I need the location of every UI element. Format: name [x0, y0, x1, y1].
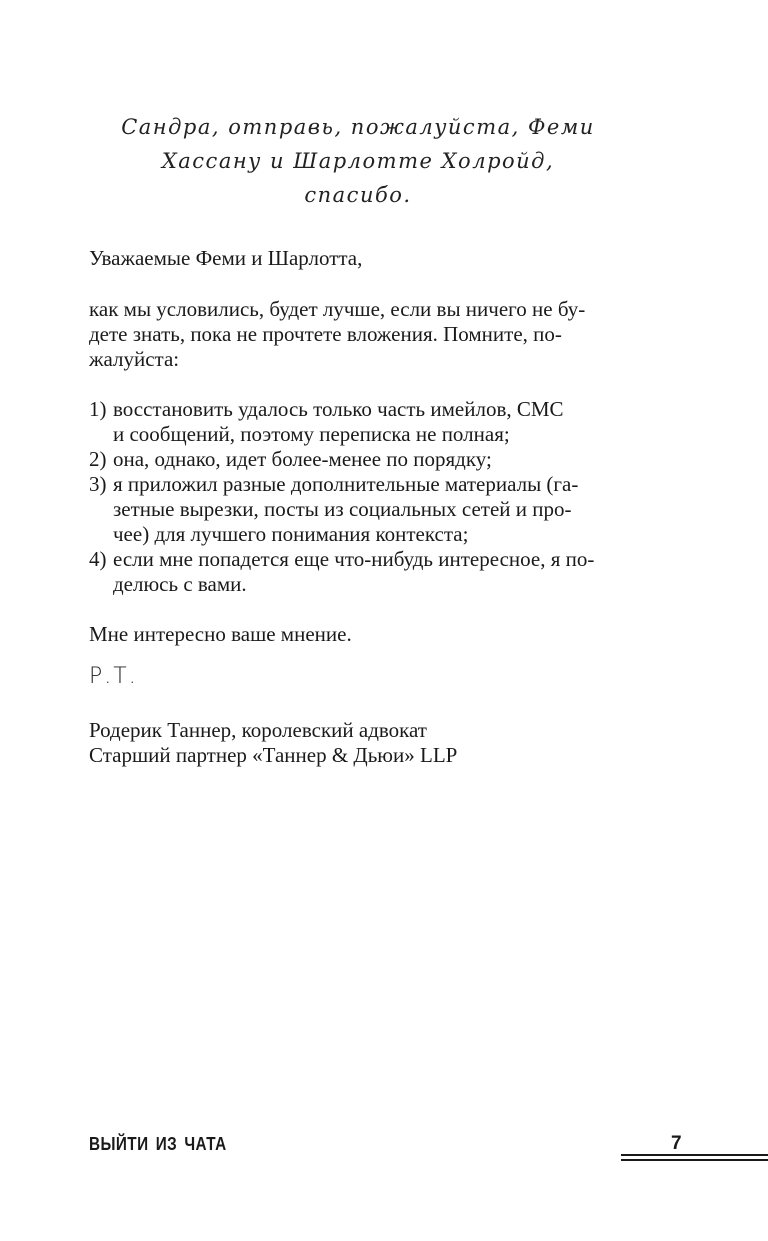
- list-item-line: и сообщений, поэтому переписка не полная;: [113, 422, 510, 446]
- list-item-line: восстановить удалось только часть имейлов, СМС: [113, 397, 564, 421]
- list-item-line: она, однако, идет более-менее по порядку;: [113, 447, 492, 471]
- letter-greeting: Уважаемые Феми и Шарлотта,: [89, 246, 363, 270]
- footer-rule-top: [621, 1154, 768, 1156]
- list-item-number: 3): [89, 472, 107, 496]
- list-item-number: 2): [89, 447, 107, 471]
- running-footer-title: ВЫЙТИ ИЗ ЧАТА: [89, 1134, 227, 1154]
- intro-line-2: дете знать, пока не прочтете вложения. Помните, по-: [89, 322, 562, 346]
- letter-signature: [89, 718, 629, 768]
- list-item-number: 1): [89, 397, 107, 421]
- letter-numbered-list: [89, 397, 629, 597]
- list-item-line: делюсь с вами.: [113, 572, 247, 596]
- list-item: [89, 447, 629, 472]
- letter-intro: [89, 297, 629, 372]
- list-item-line: чее) для лучшего понимания контекста;: [113, 522, 469, 546]
- list-item-line: если мне попадется еще что-нибудь интересное, я по-: [113, 547, 595, 571]
- intro-line-1: как мы условились, будет лучше, если вы ничего не бу-: [89, 297, 586, 321]
- handwritten-initials: Р.Т.: [89, 664, 138, 689]
- signature-line-1: Родерик Таннер, королевский адвокат: [89, 718, 427, 742]
- list-item: [89, 472, 629, 547]
- list-item: [89, 547, 629, 597]
- list-item: [89, 397, 629, 447]
- list-item-line: я приложил разные дополнительные материалы (га-: [113, 472, 579, 496]
- signature-line-2: Старший партнер «Таннер & Дьюи» LLP: [89, 743, 458, 767]
- note-line-2: Хассану и Шарлотте Холройд, спасибо.: [161, 149, 555, 207]
- list-item-number: 4): [89, 547, 107, 571]
- page-number: 7: [671, 1133, 682, 1154]
- handwritten-note: [118, 110, 598, 212]
- list-item-line: зетные вырезки, посты из социальных сетей и про-: [113, 497, 572, 521]
- footer-rule-bottom: [621, 1159, 768, 1161]
- letter-closing: Мне интересно ваше мнение.: [89, 622, 352, 646]
- note-line-1: Сандра, отправь, пожалуйста, Феми: [121, 115, 595, 139]
- intro-line-3: жалуйста:: [89, 347, 180, 371]
